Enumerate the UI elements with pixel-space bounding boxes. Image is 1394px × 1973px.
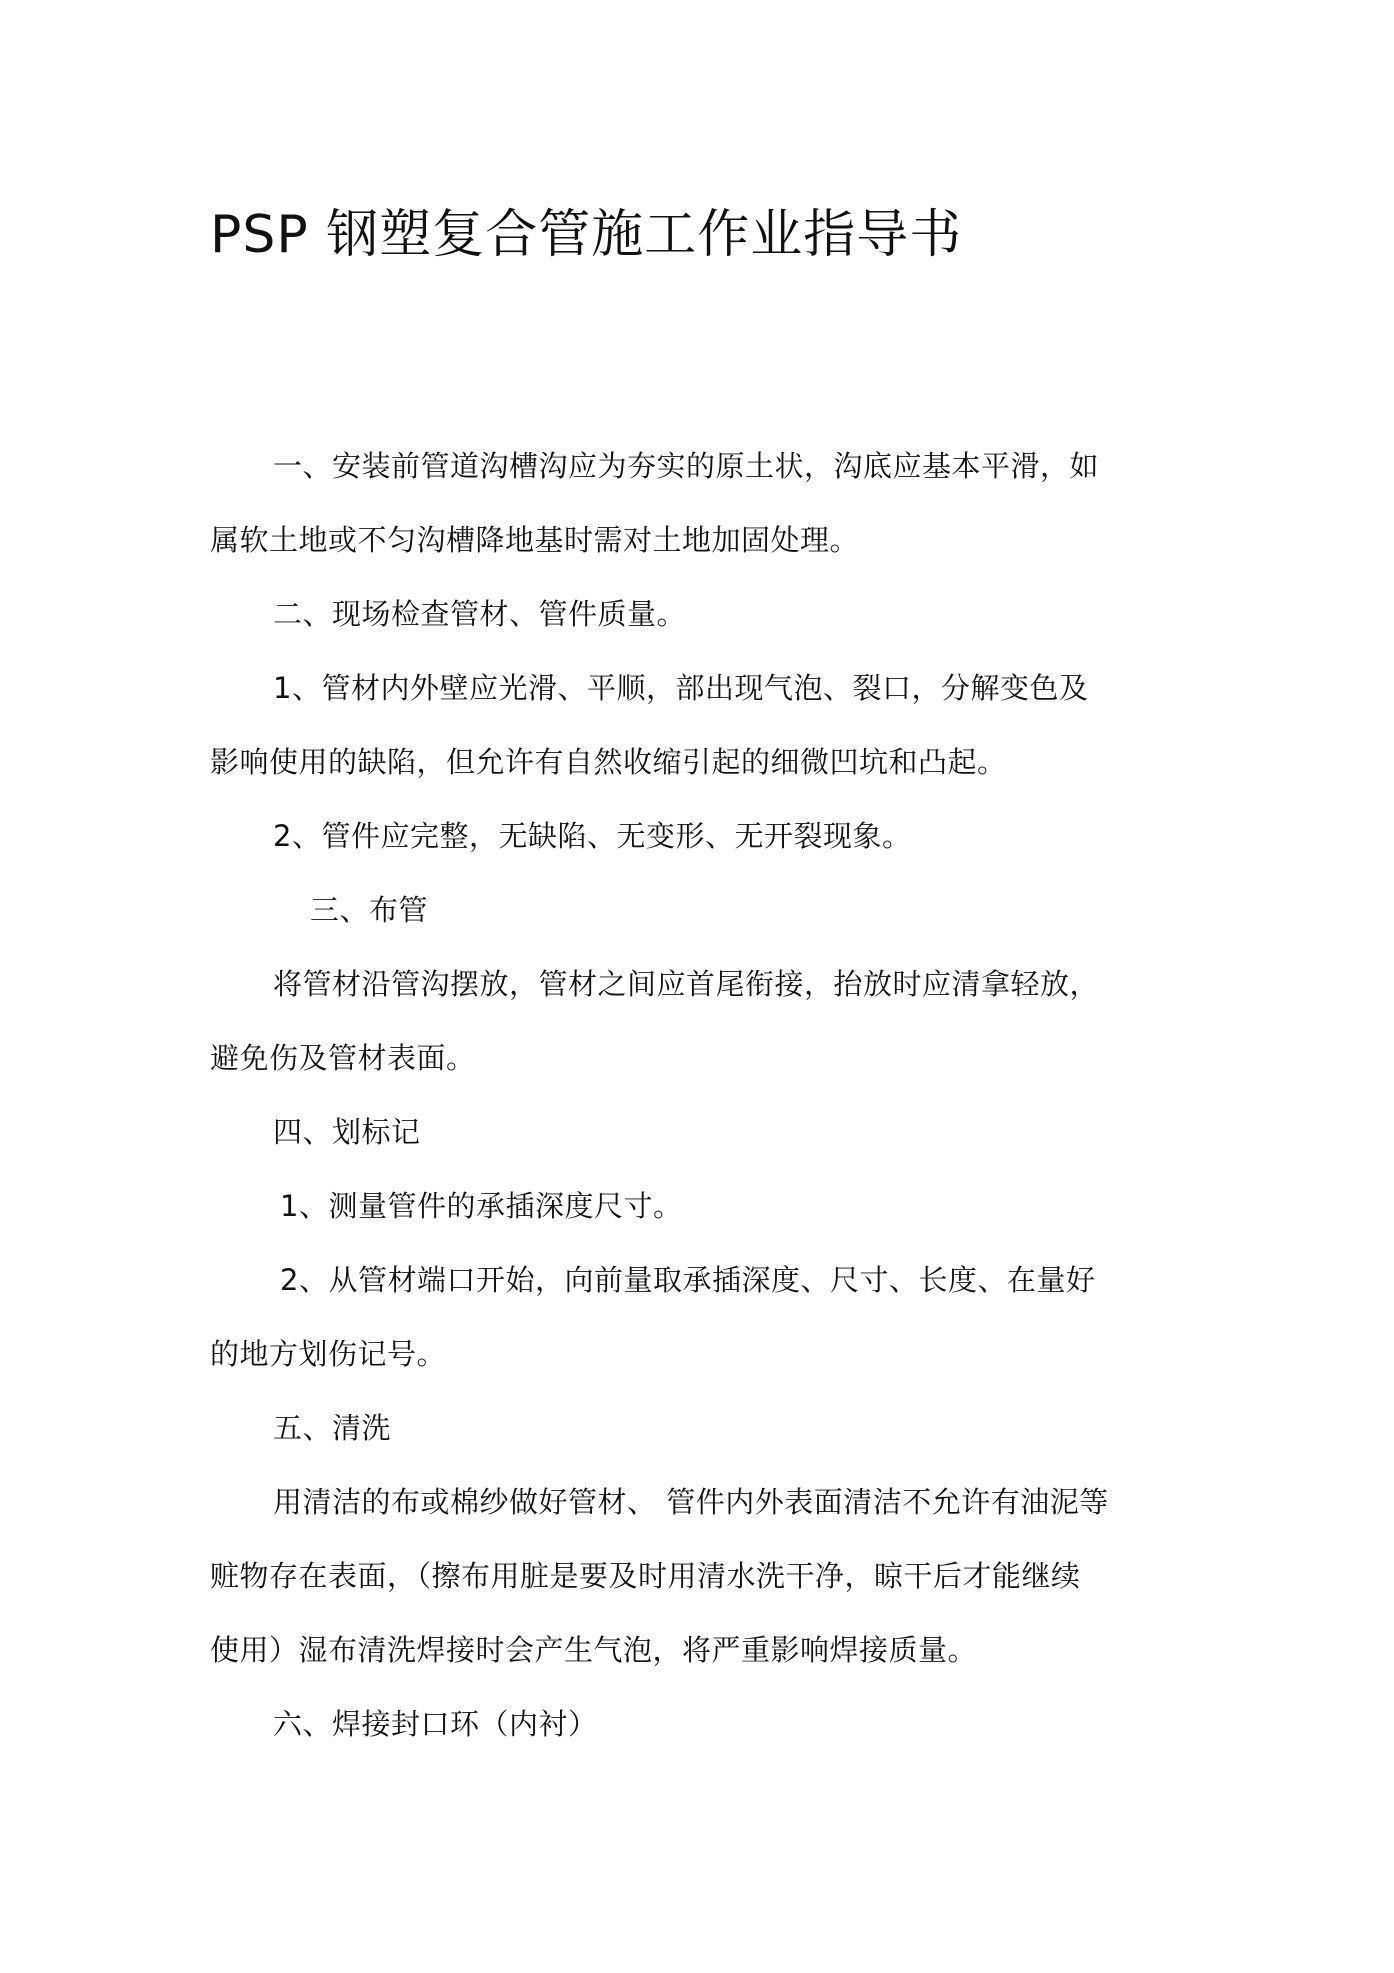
section-6-heading: 六、焊接封口环（内衬） — [273, 1707, 598, 1741]
paragraph-1-line-2: 属软土地或不匀沟槽降地基时需对土地加固处理。 — [210, 523, 860, 557]
paragraph-1-line-1: 一、安装前管道沟槽沟应为夯实的原土状，沟底应基本平滑，如 — [273, 449, 1100, 483]
section-4-heading: 四、划标记 — [273, 1115, 421, 1149]
item-4-2-line-1: 2、从管材端口开始，向前量取承插深度、尺寸、长度、在量好 — [280, 1263, 1096, 1297]
item-2-2: 2、管件应完整，无缺陷、无变形、无开裂现象。 — [273, 819, 912, 853]
section-3-heading: 三、布管 — [310, 893, 429, 927]
section-3-line-1: 将管材沿管沟摆放，管材之间应首尾衔接，抬放时应清拿轻放， — [273, 967, 1100, 1001]
section-5-heading: 五、清洗 — [273, 1411, 392, 1445]
item-2-1-line-2: 影响使用的缺陷，但允许有自然收缩引起的细微凹坑和凸起。 — [210, 745, 1007, 779]
section-5-line-3: 使用）湿布清洗焊接时会产生气泡，将严重影响焊接质量。 — [210, 1633, 978, 1667]
section-3-line-2: 避免伤及管材表面。 — [210, 1041, 476, 1075]
section-2-heading: 二、现场检查管材、管件质量。 — [273, 597, 687, 631]
document-title: PSP 钢塑复合管施工作业指导书 — [210, 205, 963, 265]
section-5-line-2: 赃物存在表面，（擦布用脏是要及时用清水洗干净，晾干后才能继续 — [210, 1559, 1081, 1593]
section-5-line-1: 用清洁的布或棉纱做好管材、 管件内外表面清洁不允许有油泥等 — [273, 1485, 1109, 1519]
item-4-1: 1、测量管件的承插深度尺寸。 — [280, 1189, 683, 1223]
item-4-2-line-2: 的地方划伤记号。 — [210, 1337, 447, 1371]
item-2-1-line-1: 1、管材内外壁应光滑、平顺，部出现气泡、裂口，分解变色及 — [273, 671, 1089, 705]
